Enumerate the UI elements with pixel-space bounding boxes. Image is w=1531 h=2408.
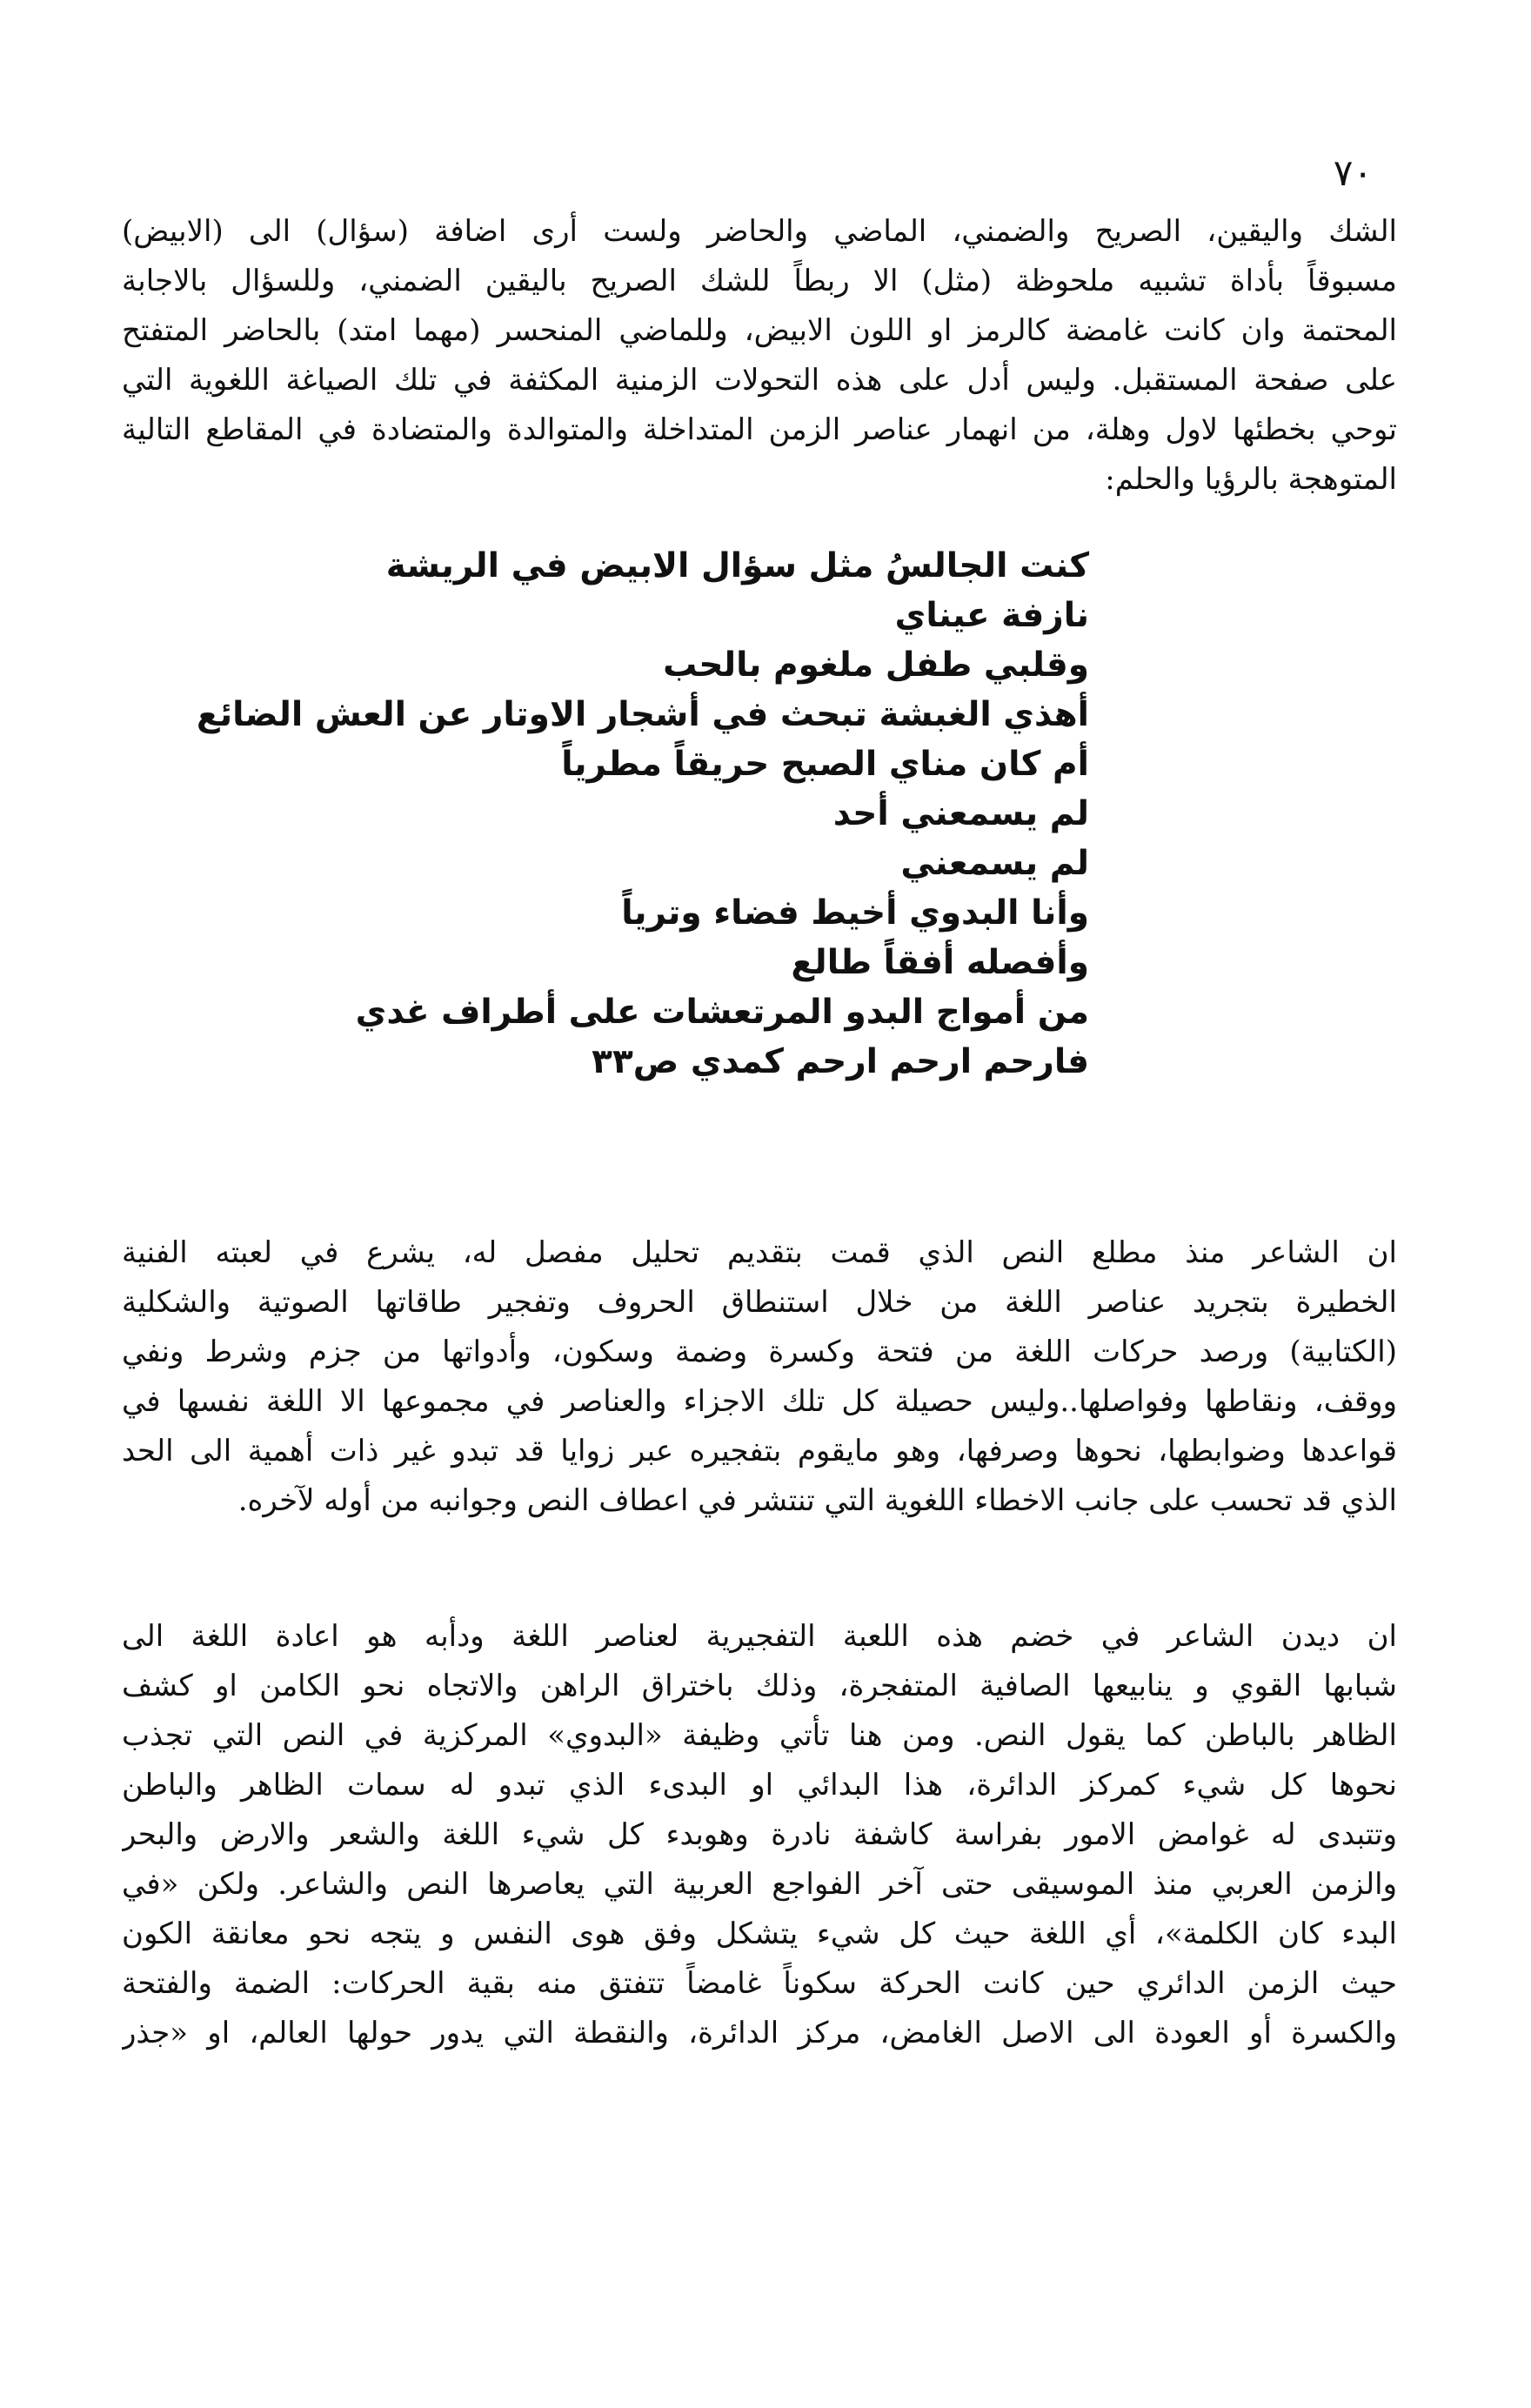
- poem-verse: نازفة عيناي: [894, 596, 1089, 635]
- poem-verse: أهذي الغبشة تبحث في أشجار الاوتار عن العش الضائع: [196, 695, 1089, 734]
- paragraph-line: حيث الزمن الدائري حين كانت الحركة سكوناً غامضاً تتفتق منه بقية الحركات: الضمة والفتحة: [122, 1966, 1397, 2001]
- paragraph-1: [122, 207, 1397, 505]
- poem-verse: لم يسمعني أحد: [832, 794, 1089, 833]
- paragraph-line: نحوها كل شيء كمركز الدائرة، هذا البدائي او البدىء الذي تبدو له سمات الظاهر والباطن: [122, 1768, 1397, 1803]
- paragraph-line: توحي بخطئها لاول وهلة، من انهمار عناصر الزمن المتداخلة والمتوالدة والمتضادة في المقاطع التالية: [122, 412, 1397, 447]
- paragraph-line: البدء كان الكلمة»، أي اللغة حيث كل شيء يتشكل وفق هوى النفس و يتجه نحو معانقة الكون: [122, 1916, 1397, 1951]
- page-number: ٧٠: [1333, 151, 1373, 194]
- paragraph-line: المتوهجة بالرؤيا والحلم:: [1105, 462, 1397, 497]
- poem-verse: وأفصله أفقاً طالع: [791, 943, 1089, 982]
- paragraph-line: الذي قد تحسب على جانب الاخطاء اللغوية التي تنتشر في اعطاف النص وجوانبه من أوله لآخره.: [237, 1483, 1397, 1518]
- poem-verse: وقلبي طفل ملغوم بالحب: [663, 645, 1089, 685]
- paragraph-line: مسبوقاً بأداة تشبيه ملحوظة (مثل) الا ربطاً للشك الصريح باليقين الضمني، وللسؤال بالاجابة: [122, 264, 1397, 298]
- paragraph-line: ان الشاعر منذ مطلع النص الذي قمت بتقديم تحليل مفصل له، يشرع في لعبته الفنية: [122, 1235, 1397, 1270]
- paragraph-line: على صفحة المستقبل. وليس أدل على هذه التحولات الزمنية المكثفة في تلك الصياغة اللغوية التي: [122, 363, 1397, 398]
- paragraph-2: [122, 1228, 1397, 1526]
- poem-excerpt: [196, 541, 1089, 1087]
- paragraph-line: قواعدها وضوابطها، نحوها وصرفها، وهو مايقوم بتفجيره عبر زوايا قد تبدو غير ذات أهمية الى الحد: [122, 1434, 1397, 1468]
- poem-verse: وأنا البدوي أخيط فضاء وترياً: [621, 893, 1089, 933]
- paragraph-line: والكسرة أو العودة الى الاصل الغامض، مركز الدائرة، والنقطة التي يدور حولها العالم، او «جذر: [122, 2016, 1397, 2050]
- paragraph-line: الظاهر بالباطن كما يقول النص. ومن هنا تأتي وظيفة «البدوي» المركزية في النص التي تجذب: [122, 1718, 1397, 1753]
- paragraph-line: الخطيرة بتجريد عناصر اللغة من خلال استنطاق الحروف وتفجير طاقاتها الصوتية والشكلية: [122, 1285, 1397, 1320]
- poem-verse: كنت الجالسُ مثل سؤال الابيض في الريشة: [385, 546, 1089, 585]
- paragraph-line: المحتمة وان كانت غامضة كالرمز او اللون الابيض، وللماضي المنحسر (مهما امتد) بالحاضر المتفتح: [122, 313, 1397, 348]
- paragraph-line: وتتبدى له غوامض الامور بفراسة كاشفة نادرة وهوبدء كل شيء اللغة والشعر والارض والبحر: [122, 1817, 1397, 1852]
- paragraph-line: (الكتابية) ورصد حركات اللغة من فتحة وكسرة وضمة وسكون، وأدواتها من جزم وشرط ونفي: [122, 1334, 1397, 1369]
- paragraph-line: ووقف، ونقاطها وفواصلها..وليس حصيلة كل تلك الاجزاء والعناصر في مجموعها الا اللغة نفسها في: [122, 1384, 1397, 1419]
- paragraph-line: والزمن العربي منذ الموسيقى حتى آخر الفواجع العربية التي يعاصرها النص والشاعر. ولكن «في: [122, 1867, 1397, 1902]
- paragraph-line: شبابها القوي و ينابيعها الصافية المتفجرة، وذلك باختراق الراهن والاتجاه نحو الكامن او كشف: [122, 1669, 1397, 1703]
- poem-verse: أم كان مناي الصبح حريقاً مطرياً: [561, 745, 1089, 784]
- paragraph-line: الشك واليقين، الصريح والضمني، الماضي والحاضر ولست أرى اضافة (سؤال) الى (الابيض): [122, 214, 1397, 249]
- paragraph-line: ان ديدن الشاعر في خضم هذه اللعبة التفجيرية لعناصر اللغة ودأبه هو اعادة اللغة الى: [122, 1619, 1397, 1654]
- poem-verse: من أمواج البدو المرتعشات على أطراف غدي: [355, 993, 1089, 1032]
- poem-verse: فارحم ارحم ارحم كمدي ص٣٣: [592, 1042, 1089, 1081]
- poem-verse: لم يسمعني: [900, 844, 1089, 883]
- paragraph-3: [122, 1612, 1397, 2058]
